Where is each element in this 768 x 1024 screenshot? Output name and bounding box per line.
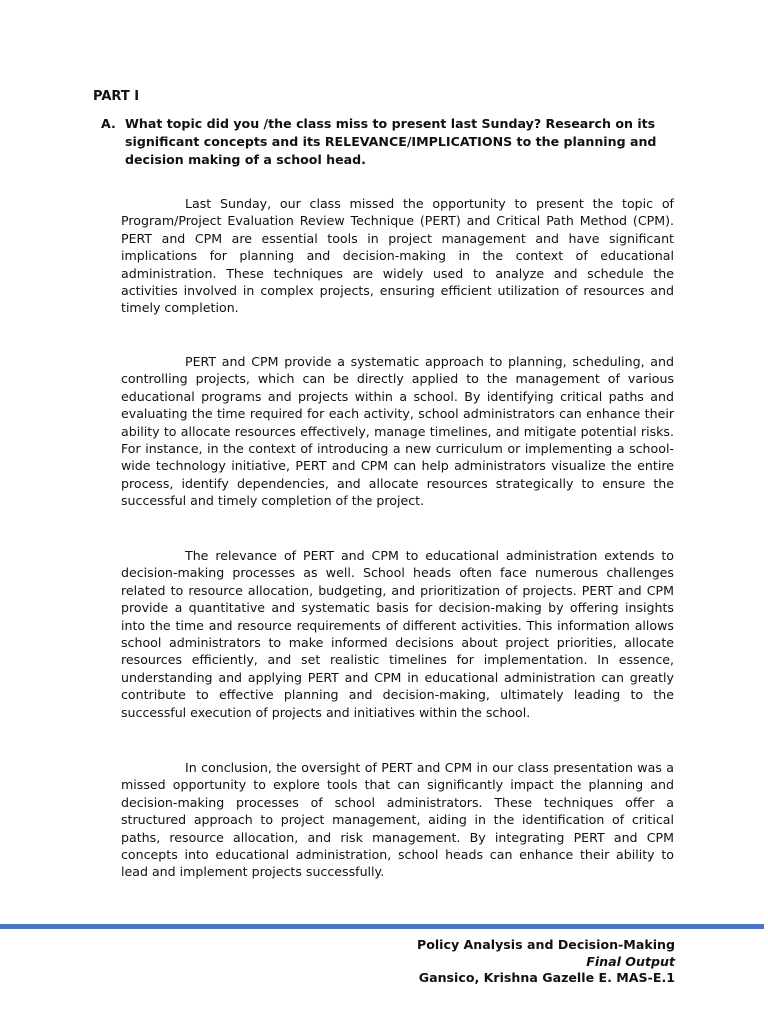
footer-course: Policy Analysis and Decision-Making [416, 937, 675, 952]
footer-divider [0, 924, 764, 929]
footer [417, 937, 675, 987]
question-text: What topic did you /the class miss to present last Sunday? Research on its significant concepts and its RELEVANCE/IMPLICATIONS to the planning and decision making of a school head. [125, 116, 657, 167]
body-paragraph-3: The relevance of PERT and CPM to educational administration extends to decision-making processes as well. School heads often face numerous challenges related to resource allocation, budgeting, and prioritization of projects. PERT and CPM provide a quantitative and systematic basis for decision-making by offering insights into the time and resource requirements of different activities. This information allows school administrators to make informed decisions about project priorities, allocate resources efficiently, and set realistic timelines for implementation. In essence, understanding and applying PERT and CPM in educational administration can greatly contribute to effective planning and decision-making, ultimately leading to the successful execution of projects and initiatives within the school. [121, 548, 674, 720]
body-paragraph-2: PERT and CPM provide a systematic approach to planning, scheduling, and controlling projects, which can be directly applied to the management of various educational programs and projects within a school. By identifying critical paths and evaluating the time required for each activity, school administrators can enhance their ability to allocate resources effectively, manage timelines, and mitigate potential risks. For instance, in the context of introducing a new curriculum or implementing a school-wide technology initiative, PERT and CPM can help administrators visualize the entire process, identify dependencies, and allocate resources strategically to ensure the successful and timely completion of the project. [121, 354, 674, 509]
footer-output-type: Final Output [586, 953, 675, 969]
question-marker: A. [101, 116, 116, 131]
body-paragraph-4: In conclusion, the oversight of PERT and CPM in our class presentation was a missed opportunity to explore tools that can significantly impact the planning and decision-making processes of school administrators. These techniques offer a structured approach to project management, aiding in the identification of critical paths, resource allocation, and risk management. By integrating PERT and CPM concepts into educational administration, school heads can enhance their ability to lead and implement projects successfully. [121, 760, 674, 880]
question-item [101, 115, 675, 169]
footer-author: Gansico, Krishna Gazelle E. MAS-E.1 [418, 970, 675, 985]
section-title: PART I [93, 89, 140, 104]
body-paragraph-1: Last Sunday, our class missed the opportunity to present the topic of Program/Project Evaluation Review Technique (PERT) and Critical Path Method (CPM). PERT and CPM are essential tools in project management and have significant implications for planning and decision-making in the context of educational administration. These techniques are widely used to analyze and schedule the activities involved in complex projects, ensuring efficient utilization of resources and timely completion. [121, 196, 674, 316]
